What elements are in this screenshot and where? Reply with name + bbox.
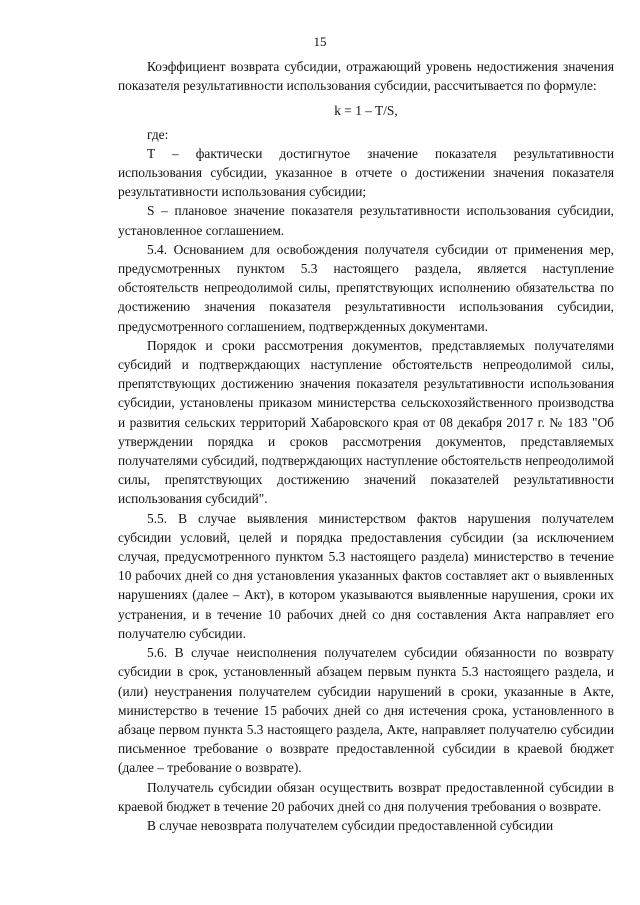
paragraph-coefficient-intro: Коэффициент возврата субсидии, отражающий уровень недостижения значения показателя результативности использования субсидии, рассчитывается по формуле: — [118, 59, 614, 94]
formula: k = 1 – T/S, — [334, 103, 398, 119]
page-number: 15 — [313, 34, 327, 49]
document-body — [118, 57, 614, 835]
paragraph-5-4: 5.4. Основанием для освобождения получателя субсидии от применения мер, предусмотренных пунктом 5.3 настоящего раздела, является наступление обстоятельств непреодолимой силы, препятствующих исполнению обязательства по достижению значения показателя результативности использования субсидии, предусмотренного соглашением, подтвержденных документами. — [118, 241, 614, 334]
paragraph-procedure: Порядок и сроки рассмотрения документов, представляемых получателями субсидий и подтверждающих наступление обстоятельств непреодолимой силы, препятствующих достижению значения показателя результативности использования субсидии, установлены приказом министерства сельскохозяйственного производства и развития сельских территорий Хабаровского края от 08 декабря 2017 г. № 183 "Об утверждении порядка и сроков рассмотрения документов, представляемых получателями субсидий, подтверждающих наступление обстоятельств непреодолимой силы, препятствующих достижению значений показателей результативности использования субсидий". — [118, 337, 614, 507]
paragraph-t-definition: T – фактически достигнутое значение показателя результативности использования субсидии, указанное в отчете о достижении значения показателя результативности использования субсидии; — [118, 145, 614, 200]
paragraph-s-definition: S – плановое значение показателя результативности использования субсидии, установленное соглашением. — [118, 203, 614, 238]
paragraph-5-5: 5.5. В случае выявления министерством фактов нарушения получателем субсидии условий, целей и порядка предоставления субсидии (за исключением случая, предусмотренного пунктом 5.3 настоящего раздела) министерство в течение 10 рабочих дней со дня установления указанных фактов составляет акт о выявленных нарушениях (далее – Акт), в котором указываются выявленные нарушения, сроки их устранения, и в течение 10 рабочих дней со дня составления Акта направляет его получателю субсидии. — [118, 510, 614, 641]
where-label: где: — [147, 126, 169, 142]
paragraph-5-6: 5.6. В случае неисполнения получателем субсидии обязанности по возврату субсидии в срок, установленный абзацем первым пункта 5.3 настоящего раздела, и (или) неустранения получателем субсидии нарушений в сроки, указанные в Акте, министерство в течение 15 рабочих дней со дня истечения срока, установленного в абзаце первом пункта 5.3 настоящего раздела, Акте, направляет получателю субсидии письменное требование о возврате предоставленной субсидии в краевой бюджет (далее – требование о возврате). — [118, 645, 614, 776]
paragraph-return-obligation: Получатель субсидии обязан осуществить возврат предоставленной субсидии в краевой бюджет в течение 20 рабочих дней со дня получения требования о возврате. — [118, 779, 614, 814]
paragraph-non-return: В случае невозврата получателем субсидии предоставленной субсидии — [147, 817, 554, 833]
